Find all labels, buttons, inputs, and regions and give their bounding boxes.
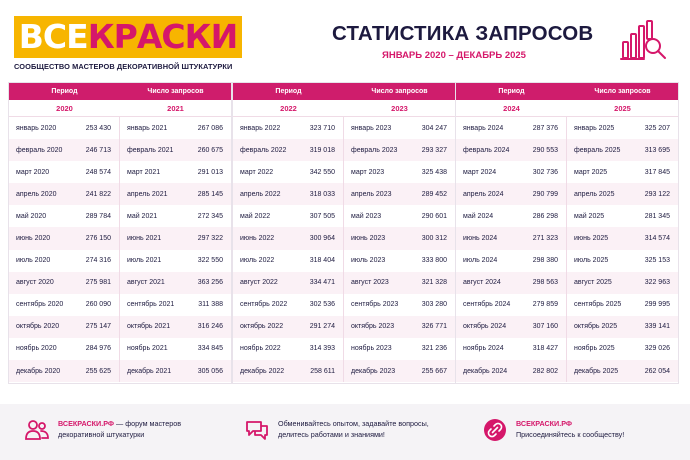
period-cell: август 2020 bbox=[16, 279, 54, 287]
table-row bbox=[9, 227, 119, 249]
table-row bbox=[344, 161, 455, 183]
table-row bbox=[344, 227, 455, 249]
requests-cell: 314 393 bbox=[309, 345, 335, 353]
requests-cell: 258 611 bbox=[310, 367, 335, 375]
page-subtitle: ЯНВАРЬ 2020 – ДЕКАБРЬ 2025 bbox=[382, 50, 526, 61]
requests-cell: 319 018 bbox=[309, 146, 335, 154]
table-row bbox=[233, 360, 343, 382]
period-cell: июль 2022 bbox=[240, 257, 275, 265]
period-cell: декабрь 2025 bbox=[574, 367, 619, 375]
period-cell: январь 2022 bbox=[240, 124, 281, 132]
table-row bbox=[120, 316, 231, 338]
period-cell: апрель 2020 bbox=[16, 190, 57, 198]
table-row bbox=[456, 250, 566, 272]
period-cell: ноябрь 2020 bbox=[16, 345, 57, 353]
table-row bbox=[567, 117, 678, 139]
users-icon bbox=[24, 417, 50, 443]
period-cell: июнь 2025 bbox=[574, 235, 609, 243]
requests-cell: 303 280 bbox=[421, 301, 447, 309]
requests-cell: 334 845 bbox=[197, 345, 223, 353]
period-cell: июнь 2024 bbox=[463, 235, 498, 243]
stats-table-panel bbox=[8, 82, 232, 384]
year-column bbox=[9, 117, 120, 382]
period-cell: июль 2023 bbox=[351, 257, 386, 265]
table-row bbox=[456, 117, 566, 139]
requests-cell: 300 312 bbox=[421, 235, 447, 243]
footer-exchange-text: Обменивайтесь опытом, задавайте вопросы, делитесь работами и знаниями! bbox=[278, 419, 429, 439]
period-cell: ноябрь 2022 bbox=[240, 345, 281, 353]
requests-cell: 302 536 bbox=[309, 301, 335, 309]
requests-cell: 248 574 bbox=[85, 168, 111, 176]
period-cell: апрель 2025 bbox=[574, 190, 615, 198]
year-label: 2024 bbox=[503, 104, 520, 113]
requests-cell: 307 160 bbox=[532, 323, 558, 331]
period-cell: июнь 2021 bbox=[127, 235, 162, 243]
period-cell: ноябрь 2025 bbox=[574, 345, 615, 353]
column-header-requests: Число запросов bbox=[147, 88, 204, 95]
table-row bbox=[9, 139, 119, 161]
period-cell: август 2022 bbox=[240, 279, 278, 287]
table-row bbox=[233, 227, 343, 249]
table-row bbox=[120, 227, 231, 249]
period-cell: июль 2021 bbox=[127, 257, 162, 265]
requests-cell: 276 150 bbox=[85, 235, 111, 243]
period-cell: сентябрь 2020 bbox=[16, 301, 64, 309]
period-cell: июль 2020 bbox=[16, 257, 51, 265]
period-cell: февраль 2022 bbox=[240, 146, 287, 154]
table-row bbox=[456, 294, 566, 316]
period-cell: август 2024 bbox=[463, 279, 501, 287]
period-cell: сентябрь 2021 bbox=[127, 301, 175, 309]
column-header-requests: Число запросов bbox=[594, 88, 651, 95]
period-cell: октябрь 2020 bbox=[16, 323, 60, 331]
period-cell: май 2020 bbox=[16, 212, 47, 220]
period-cell: сентябрь 2023 bbox=[351, 301, 399, 309]
table-row bbox=[233, 316, 343, 338]
table-row bbox=[120, 205, 231, 227]
logo-text: ВСЕКРАСКИ bbox=[18, 17, 238, 56]
table-row bbox=[567, 205, 678, 227]
table-row bbox=[344, 316, 455, 338]
period-cell: август 2025 bbox=[574, 279, 612, 287]
requests-cell: 287 376 bbox=[532, 124, 558, 132]
table-row bbox=[344, 360, 455, 382]
table-row bbox=[456, 272, 566, 294]
requests-cell: 291 274 bbox=[309, 323, 335, 331]
period-cell: апрель 2023 bbox=[351, 190, 392, 198]
period-cell: май 2024 bbox=[463, 212, 494, 220]
tagline: СООБЩЕСТВО МАСТЕРОВ ДЕКОРАТИВНОЙ ШТУКАТУРКИ bbox=[14, 62, 233, 71]
year-column bbox=[567, 117, 678, 382]
period-cell: апрель 2022 bbox=[240, 190, 281, 198]
requests-cell: 318 427 bbox=[532, 345, 558, 353]
footer-join-text: ВСЕКРАСКИ.РФ Присоединяйтесь к сообществу! bbox=[516, 419, 625, 439]
table-row bbox=[567, 250, 678, 272]
table-row bbox=[120, 338, 231, 360]
period-cell: ноябрь 2021 bbox=[127, 345, 168, 353]
requests-cell: 290 553 bbox=[532, 146, 558, 154]
requests-cell: 291 013 bbox=[197, 168, 223, 176]
table-row bbox=[344, 139, 455, 161]
table-row bbox=[9, 183, 119, 205]
year-label: 2020 bbox=[56, 104, 73, 113]
requests-cell: 282 802 bbox=[532, 367, 558, 375]
table-row bbox=[233, 250, 343, 272]
requests-cell: 313 695 bbox=[644, 146, 670, 154]
chat-icon bbox=[244, 417, 270, 443]
requests-cell: 275 981 bbox=[85, 279, 111, 287]
table-row bbox=[120, 183, 231, 205]
requests-cell: 314 574 bbox=[644, 235, 670, 243]
year-header bbox=[9, 100, 231, 117]
requests-cell: 271 323 bbox=[532, 235, 558, 243]
bar-chart-search-icon bbox=[620, 18, 668, 62]
requests-cell: 279 859 bbox=[532, 301, 558, 309]
requests-cell: 334 471 bbox=[309, 279, 335, 287]
table-row bbox=[344, 205, 455, 227]
requests-cell: 262 054 bbox=[644, 367, 670, 375]
requests-cell: 318 033 bbox=[309, 190, 335, 198]
year-header bbox=[233, 100, 455, 117]
table-row bbox=[567, 316, 678, 338]
period-cell: май 2025 bbox=[574, 212, 605, 220]
period-cell: ноябрь 2024 bbox=[463, 345, 504, 353]
table-row bbox=[456, 227, 566, 249]
period-cell: февраль 2021 bbox=[127, 146, 174, 154]
period-cell: февраль 2025 bbox=[574, 146, 621, 154]
table-row bbox=[344, 338, 455, 360]
table-row bbox=[9, 161, 119, 183]
requests-cell: 325 207 bbox=[644, 124, 670, 132]
table-row bbox=[567, 294, 678, 316]
period-cell: март 2022 bbox=[240, 168, 274, 176]
stats-table-panel bbox=[455, 82, 679, 384]
period-cell: январь 2024 bbox=[463, 124, 504, 132]
requests-cell: 321 328 bbox=[421, 279, 447, 287]
table-row bbox=[456, 316, 566, 338]
table-row bbox=[456, 338, 566, 360]
table-row bbox=[233, 294, 343, 316]
table-row bbox=[120, 139, 231, 161]
logo bbox=[14, 16, 242, 58]
requests-cell: 299 995 bbox=[644, 301, 670, 309]
table-row bbox=[233, 161, 343, 183]
table-row bbox=[120, 161, 231, 183]
period-cell: октябрь 2021 bbox=[127, 323, 171, 331]
table-row bbox=[344, 294, 455, 316]
table-row bbox=[567, 272, 678, 294]
period-cell: сентябрь 2025 bbox=[574, 301, 622, 309]
table-header bbox=[233, 83, 455, 100]
period-cell: март 2021 bbox=[127, 168, 161, 176]
table-row bbox=[233, 338, 343, 360]
period-cell: октябрь 2023 bbox=[351, 323, 395, 331]
table-row bbox=[567, 227, 678, 249]
table-header bbox=[456, 83, 678, 100]
table-row bbox=[9, 272, 119, 294]
period-cell: октябрь 2022 bbox=[240, 323, 284, 331]
table-row bbox=[567, 338, 678, 360]
requests-cell: 323 710 bbox=[309, 124, 335, 132]
table-row bbox=[9, 205, 119, 227]
requests-cell: 322 963 bbox=[644, 279, 670, 287]
footer-site-link[interactable]: ВСЕКРАСКИ.РФ bbox=[516, 419, 573, 428]
table-row bbox=[233, 205, 343, 227]
requests-cell: 297 322 bbox=[197, 235, 223, 243]
requests-cell: 307 505 bbox=[309, 212, 335, 220]
requests-cell: 272 345 bbox=[197, 212, 223, 220]
table-row bbox=[567, 161, 678, 183]
table-row bbox=[9, 316, 119, 338]
period-cell: март 2023 bbox=[351, 168, 385, 176]
year-column bbox=[344, 117, 455, 382]
requests-cell: 342 550 bbox=[309, 168, 335, 176]
table-row bbox=[9, 360, 119, 382]
requests-cell: 326 771 bbox=[421, 323, 447, 331]
year-label: 2025 bbox=[614, 104, 631, 113]
requests-cell: 339 141 bbox=[644, 323, 670, 331]
table-row bbox=[120, 250, 231, 272]
year-label: 2021 bbox=[167, 104, 184, 113]
requests-cell: 322 550 bbox=[197, 257, 223, 265]
table-row bbox=[9, 117, 119, 139]
year-label: 2023 bbox=[391, 104, 408, 113]
column-header-period: Период bbox=[275, 88, 302, 95]
table-header bbox=[9, 83, 231, 100]
period-cell: февраль 2020 bbox=[16, 146, 63, 154]
period-cell: апрель 2021 bbox=[127, 190, 168, 198]
table-row bbox=[567, 183, 678, 205]
requests-cell: 290 601 bbox=[421, 212, 447, 220]
requests-cell: 363 256 bbox=[197, 279, 223, 287]
period-cell: июнь 2020 bbox=[16, 235, 51, 243]
requests-cell: 298 380 bbox=[532, 257, 558, 265]
requests-cell: 289 784 bbox=[85, 212, 111, 220]
period-cell: октябрь 2024 bbox=[463, 323, 507, 331]
requests-cell: 290 799 bbox=[532, 190, 558, 198]
period-cell: сентябрь 2022 bbox=[240, 301, 288, 309]
year-header bbox=[456, 100, 678, 117]
period-cell: ноябрь 2023 bbox=[351, 345, 392, 353]
requests-cell: 325 438 bbox=[421, 168, 447, 176]
footer bbox=[0, 404, 690, 460]
table-row bbox=[567, 360, 678, 382]
requests-cell: 286 298 bbox=[532, 212, 558, 220]
footer-forum-text: ВСЕКРАСКИ.РФ — форум мастеров декоративной штукатурки bbox=[58, 419, 182, 439]
table-row bbox=[9, 294, 119, 316]
requests-cell: 246 713 bbox=[85, 146, 111, 154]
table-row bbox=[456, 161, 566, 183]
link-icon bbox=[482, 417, 508, 443]
period-cell: январь 2020 bbox=[16, 124, 57, 132]
requests-cell: 284 976 bbox=[85, 345, 111, 353]
table-row bbox=[233, 139, 343, 161]
period-cell: май 2021 bbox=[127, 212, 158, 220]
period-cell: январь 2023 bbox=[351, 124, 392, 132]
table-row bbox=[344, 250, 455, 272]
requests-cell: 317 845 bbox=[644, 168, 670, 176]
year-column bbox=[456, 117, 567, 382]
period-cell: июнь 2022 bbox=[240, 235, 275, 243]
period-cell: июль 2024 bbox=[463, 257, 498, 265]
period-cell: январь 2021 bbox=[127, 124, 168, 132]
period-cell: март 2024 bbox=[463, 168, 497, 176]
table-row bbox=[456, 139, 566, 161]
requests-cell: 255 625 bbox=[85, 367, 111, 375]
column-header-requests: Число запросов bbox=[371, 88, 428, 95]
period-cell: декабрь 2022 bbox=[240, 367, 285, 375]
requests-cell: 311 388 bbox=[198, 301, 223, 309]
period-cell: сентябрь 2024 bbox=[463, 301, 511, 309]
requests-cell: 318 404 bbox=[309, 257, 335, 265]
table-row bbox=[233, 117, 343, 139]
period-cell: декабрь 2020 bbox=[16, 367, 61, 375]
requests-cell: 325 153 bbox=[644, 257, 670, 265]
requests-cell: 333 800 bbox=[421, 257, 447, 265]
column-header-period: Период bbox=[51, 88, 78, 95]
requests-cell: 329 026 bbox=[644, 345, 670, 353]
year-column bbox=[120, 117, 231, 382]
table-row bbox=[120, 360, 231, 382]
period-cell: декабрь 2023 bbox=[351, 367, 396, 375]
requests-cell: 293 122 bbox=[644, 190, 670, 198]
requests-cell: 274 316 bbox=[85, 257, 111, 265]
period-cell: январь 2025 bbox=[574, 124, 615, 132]
period-cell: февраль 2023 bbox=[351, 146, 398, 154]
requests-cell: 298 563 bbox=[532, 279, 558, 287]
requests-cell: 304 247 bbox=[421, 124, 447, 132]
column-header-period: Период bbox=[498, 88, 525, 95]
table-row bbox=[344, 183, 455, 205]
table-row bbox=[233, 183, 343, 205]
requests-cell: 260 090 bbox=[85, 301, 111, 309]
footer-forum-link[interactable]: ВСЕКРАСКИ.РФ bbox=[58, 419, 115, 428]
requests-cell: 260 675 bbox=[197, 146, 223, 154]
year-column bbox=[233, 117, 344, 382]
requests-cell: 281 345 bbox=[644, 212, 670, 220]
period-cell: май 2022 bbox=[240, 212, 271, 220]
requests-cell: 241 822 bbox=[85, 190, 111, 198]
table-row bbox=[456, 205, 566, 227]
period-cell: август 2023 bbox=[351, 279, 389, 287]
year-label: 2022 bbox=[280, 104, 297, 113]
period-cell: июнь 2023 bbox=[351, 235, 386, 243]
requests-cell: 255 667 bbox=[421, 367, 447, 375]
stats-table-panel bbox=[232, 82, 456, 384]
period-cell: октябрь 2025 bbox=[574, 323, 618, 331]
period-cell: декабрь 2021 bbox=[127, 367, 172, 375]
requests-cell: 285 145 bbox=[197, 190, 223, 198]
period-cell: март 2025 bbox=[574, 168, 608, 176]
requests-cell: 321 236 bbox=[421, 345, 447, 353]
page-title: СТАТИСТИКА ЗАПРОСОВ bbox=[332, 22, 594, 45]
requests-cell: 267 086 bbox=[197, 124, 223, 132]
requests-cell: 293 327 bbox=[421, 146, 447, 154]
table-row bbox=[344, 117, 455, 139]
period-cell: март 2020 bbox=[16, 168, 50, 176]
table-row bbox=[9, 250, 119, 272]
requests-cell: 253 430 bbox=[85, 124, 111, 132]
period-cell: апрель 2024 bbox=[463, 190, 504, 198]
period-cell: май 2023 bbox=[351, 212, 382, 220]
table-row bbox=[567, 139, 678, 161]
requests-cell: 302 736 bbox=[532, 168, 558, 176]
table-row bbox=[344, 272, 455, 294]
period-cell: август 2021 bbox=[127, 279, 165, 287]
table-row bbox=[9, 338, 119, 360]
period-cell: декабрь 2024 bbox=[463, 367, 508, 375]
table-row bbox=[120, 294, 231, 316]
table-row bbox=[120, 117, 231, 139]
requests-cell: 316 246 bbox=[197, 323, 223, 331]
period-cell: февраль 2024 bbox=[463, 146, 510, 154]
table-row bbox=[120, 272, 231, 294]
table-row bbox=[233, 272, 343, 294]
table-row bbox=[456, 360, 566, 382]
requests-cell: 275 147 bbox=[85, 323, 111, 331]
requests-cell: 305 056 bbox=[197, 367, 223, 375]
requests-cell: 289 452 bbox=[421, 190, 447, 198]
table-row bbox=[456, 183, 566, 205]
period-cell: июль 2025 bbox=[574, 257, 609, 265]
requests-cell: 300 964 bbox=[309, 235, 335, 243]
